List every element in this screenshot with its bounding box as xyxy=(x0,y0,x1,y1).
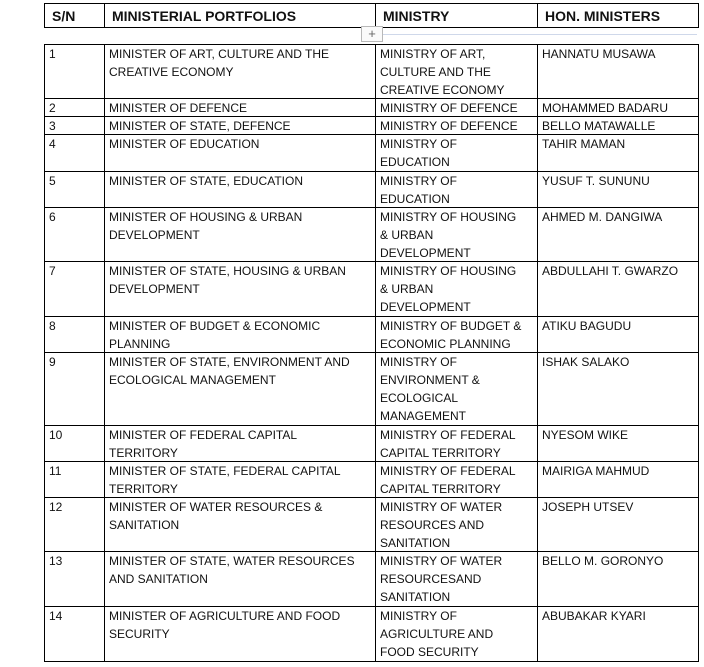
column-border xyxy=(698,352,699,426)
cell-ministry: MINISTRY OF WATER RESOURCESAND SANITATION xyxy=(380,554,503,604)
column-border xyxy=(698,207,699,262)
column-border xyxy=(698,316,699,353)
cell-ministry: MINISTRY OF DEFENCE xyxy=(380,101,518,115)
cell-portfolio: MINISTER OF STATE, WATER RESOURCES AND SANITATION xyxy=(109,554,355,586)
cell-portfolio: MINISTER OF STATE, EDUCATION xyxy=(109,174,304,188)
cell-sn: 10 xyxy=(49,428,63,442)
column-border xyxy=(698,116,699,135)
cell-sn: 7 xyxy=(49,264,56,278)
cell-minister: YUSUF T. SUNUNU xyxy=(542,174,650,188)
header-column-border xyxy=(698,3,699,28)
insert-row-button[interactable]: + xyxy=(361,26,383,42)
cell-minister: BELLO MATAWALLE xyxy=(542,119,656,133)
cell-portfolio: MINISTER OF DEFENCE xyxy=(109,101,248,115)
cell-sn: 11 xyxy=(49,464,62,478)
column-border xyxy=(698,44,699,99)
column-border xyxy=(698,497,699,552)
cell-minister: ABDULLAHI T. GWARZO xyxy=(542,264,679,278)
cell-minister: BELLO M. GORONYO xyxy=(542,554,664,568)
column-border xyxy=(698,171,699,208)
cell-portfolio: MINISTER OF BUDGET & ECONOMIC PLANNING xyxy=(109,319,321,351)
cell-ministry: MINISTRY OF WATER RESOURCES AND SANITATION xyxy=(380,500,503,550)
cell-minister: JOSEPH UTSEV xyxy=(542,500,634,514)
cell-minister: NYESOM WIKE xyxy=(542,428,629,442)
cell-minister: ATIKU BAGUDU xyxy=(542,319,632,333)
cell-portfolio: MINISTER OF HOUSING & URBAN DEVELOPMENT xyxy=(109,210,303,242)
cell-sn: 8 xyxy=(49,319,56,333)
cell-minister: MAIRIGA MAHMUD xyxy=(542,464,650,478)
cell-ministry: MINISTRY OF EDUCATION xyxy=(380,174,457,206)
insert-row-guide xyxy=(383,34,697,35)
column-border xyxy=(698,98,699,117)
cell-portfolio: MINISTER OF STATE, ENVIRONMENT AND ECOLOGICAL MANAGEMENT xyxy=(109,355,350,387)
column-border xyxy=(698,606,699,662)
cell-ministry: MINISTRY OF DEFENCE xyxy=(380,119,518,133)
cell-portfolio: MINISTER OF EDUCATION xyxy=(109,137,260,151)
cell-portfolio: MINISTER OF ART, CULTURE AND THE CREATIVE ECONOMY xyxy=(109,47,330,79)
cell-minister: HANNATU MUSAWA xyxy=(542,47,656,61)
column-border xyxy=(698,134,699,172)
cell-sn: 3 xyxy=(49,119,56,133)
header-minister: HON. MINISTERS xyxy=(545,8,661,24)
column-border xyxy=(698,461,699,498)
cell-portfolio: MINISTER OF FEDERAL CAPITAL TERRITORY xyxy=(109,428,298,460)
cell-sn: 5 xyxy=(49,174,56,188)
cell-minister: AHMED M. DANGIWA xyxy=(542,210,663,224)
cell-ministry: MINISTRY OF ART, CULTURE AND THE CREATIVE ECONOMY xyxy=(380,47,505,97)
column-border xyxy=(698,425,699,462)
cell-sn: 12 xyxy=(49,500,63,514)
cell-ministry: MINISTRY OF EDUCATION xyxy=(380,137,457,169)
cell-minister: MOHAMMED BADARU xyxy=(542,101,669,115)
cell-portfolio: MINISTER OF WATER RESOURCES & SANITATION xyxy=(109,500,323,532)
cell-sn: 14 xyxy=(49,609,63,623)
column-border xyxy=(698,551,699,607)
column-border xyxy=(698,261,699,317)
cell-minister: ABUBAKAR KYARI xyxy=(542,609,646,623)
cell-sn: 9 xyxy=(49,355,56,369)
cell-portfolio: MINISTER OF AGRICULTURE AND FOOD SECURITY xyxy=(109,609,341,641)
cell-portfolio: MINISTER OF STATE, FEDERAL CAPITAL TERRITORY xyxy=(109,464,341,496)
cell-sn: 6 xyxy=(49,210,56,224)
cell-minister: TAHIR MAMAN xyxy=(542,137,626,151)
cell-portfolio: MINISTER OF STATE, DEFENCE xyxy=(109,119,291,133)
cell-ministry: MINISTRY OF BUDGET & ECONOMIC PLANNING xyxy=(380,319,522,351)
cell-minister: ISHAK SALAKO xyxy=(542,355,630,369)
cell-ministry: MINISTRY OF HOUSING & URBAN DEVELOPMENT xyxy=(380,264,517,314)
cell-ministry: MINISTRY OF FEDERAL CAPITAL TERRITORY xyxy=(380,464,516,496)
cell-ministry: MINISTRY OF HOUSING & URBAN DEVELOPMENT xyxy=(380,210,517,260)
cell-ministry: MINISTRY OF ENVIRONMENT & ECOLOGICAL MANAGEMENT xyxy=(380,355,480,423)
cell-sn: 4 xyxy=(49,137,56,151)
header-sn: S/N xyxy=(52,8,76,24)
header-ministry: MINISTRY xyxy=(383,8,450,24)
row-border xyxy=(44,661,699,662)
cell-ministry: MINISTRY OF AGRICULTURE AND FOOD SECURITY xyxy=(380,609,494,659)
cell-sn: 2 xyxy=(49,101,56,115)
header-portfolio: MINISTERIAL PORTFOLIOS xyxy=(112,8,297,24)
cell-portfolio: MINISTER OF STATE, HOUSING & URBAN DEVELOPMENT xyxy=(109,264,346,296)
cell-sn: 1 xyxy=(49,47,56,61)
cell-ministry: MINISTRY OF FEDERAL CAPITAL TERRITORY xyxy=(380,428,516,460)
cell-sn: 13 xyxy=(49,554,63,568)
